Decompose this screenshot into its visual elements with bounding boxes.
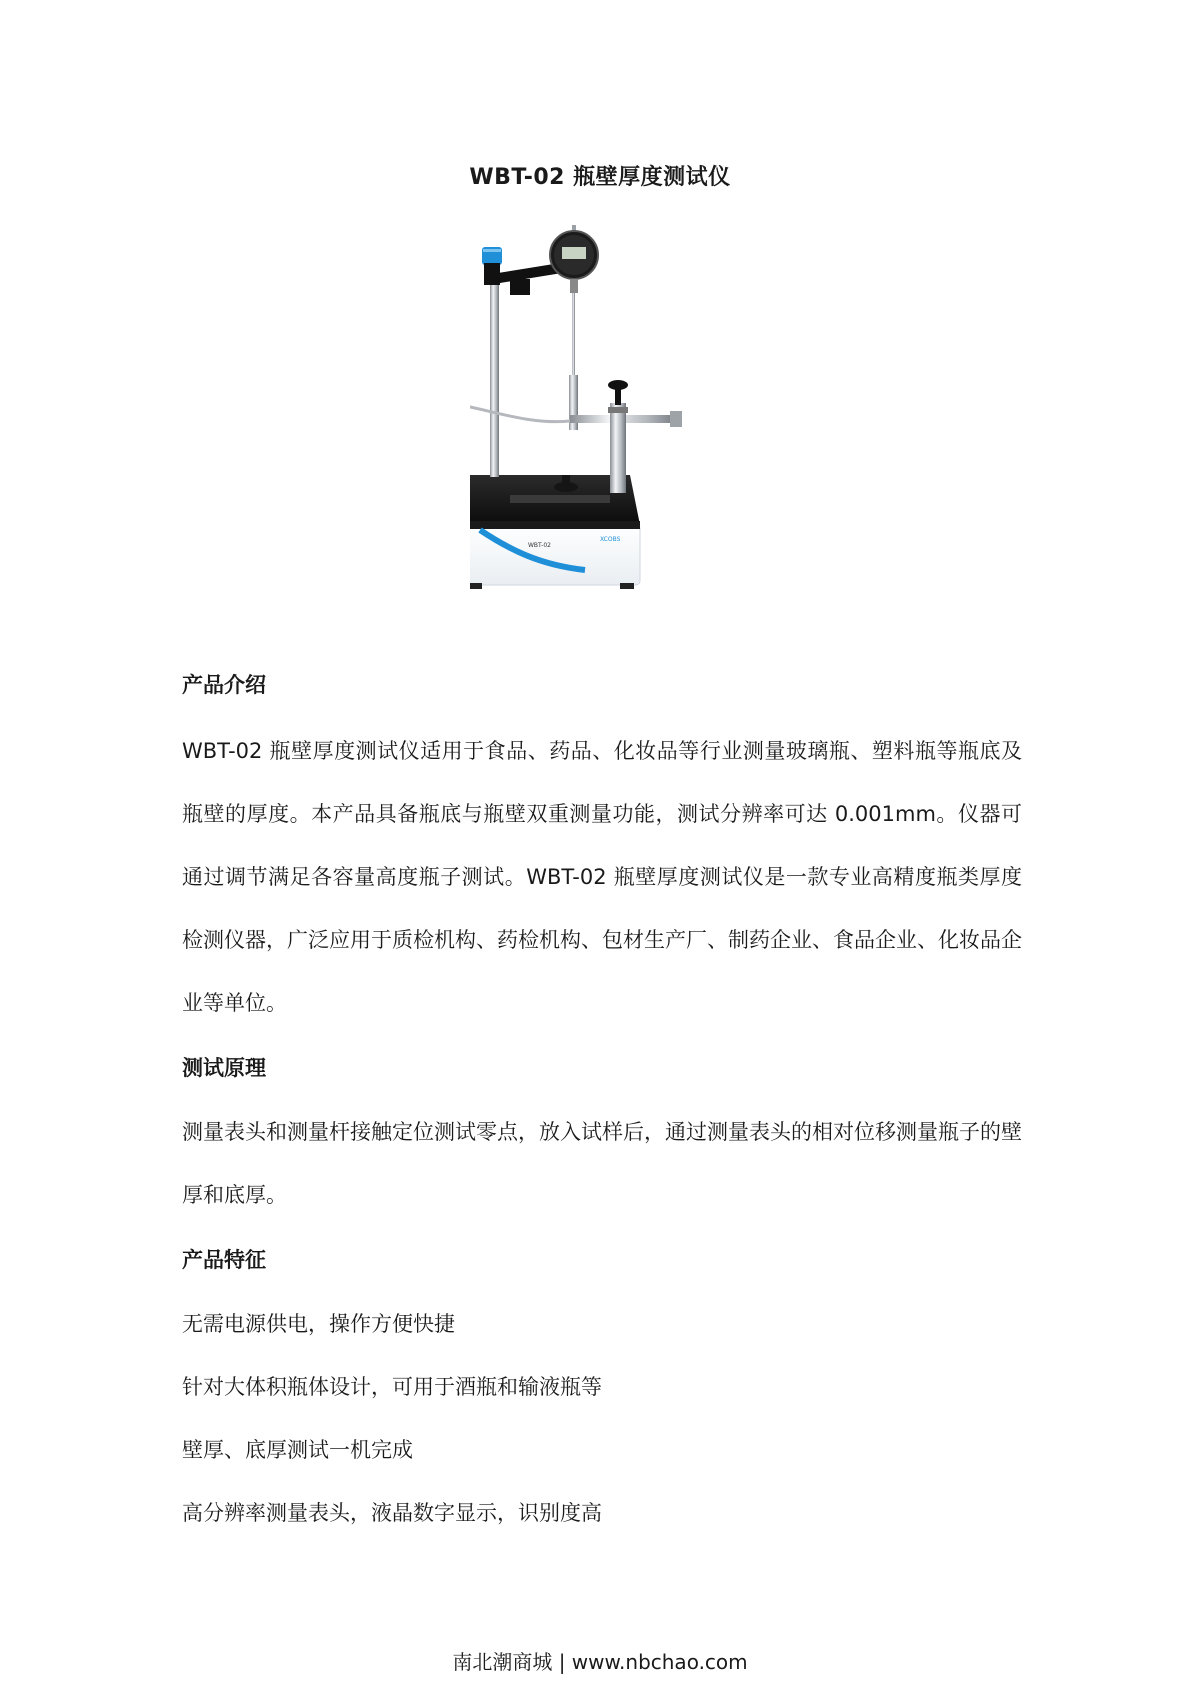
intro-paragraph: WBT-02 瓶壁厚度测试仪适用于食品、药品、化妆品等行业测量玻璃瓶、塑料瓶等瓶底及瓶壁的厚度。本产品具备瓶底与瓶壁双重测量功能，测试分辨率可达 0.001mm。仪器可通过调节满足各容量高度瓶子测试。WBT-02 瓶壁厚度测试仪是一款专业高精度瓶类厚度检测仪器，广泛应用于质检机构、药检机构、包材生产厂、制药企业、食品企业、化妆品企业等单位。 xyxy=(182,739,1022,1015)
section-heading-intro: 产品介绍 xyxy=(182,673,266,697)
base-brand-label: XCOBS xyxy=(600,536,621,543)
lcd-display xyxy=(562,247,586,259)
feature-item: 高分辨率测量表头，液晶数字显示，识别度高 xyxy=(182,1501,602,1525)
left-column xyxy=(490,285,499,477)
base-model-label: WBT-02 xyxy=(528,542,551,549)
principle-paragraph: 测量表头和测量杆接触定位测试零点，放入试样后，通过测量表头的相对位移测量瓶子的壁厚和底厚。 xyxy=(182,1120,1022,1207)
section-heading-features: 产品特征 xyxy=(182,1248,266,1272)
base-front-panel xyxy=(470,525,640,585)
feature-list xyxy=(182,1293,1022,1545)
probe-wire xyxy=(470,405,570,422)
document-body xyxy=(182,660,1022,1545)
document-title: WBT-02 瓶壁厚度测试仪 xyxy=(469,165,731,190)
feature-item: 针对大体积瓶体设计，可用于酒瓶和输液瓶等 xyxy=(182,1375,602,1399)
feature-item: 无需电源供电，操作方便快捷 xyxy=(182,1312,455,1336)
base-slot xyxy=(510,495,610,503)
product-image xyxy=(470,225,760,635)
section-heading-principle: 测试原理 xyxy=(182,1056,266,1080)
bottle-wall-thickness-tester-illustration xyxy=(470,225,760,635)
right-column xyxy=(610,403,626,493)
feature-item: 壁厚、底厚测试一机完成 xyxy=(182,1438,413,1462)
page-footer: 南北潮商城 | www.nbchao.com xyxy=(452,1650,748,1674)
right-knob-icon xyxy=(608,380,628,390)
